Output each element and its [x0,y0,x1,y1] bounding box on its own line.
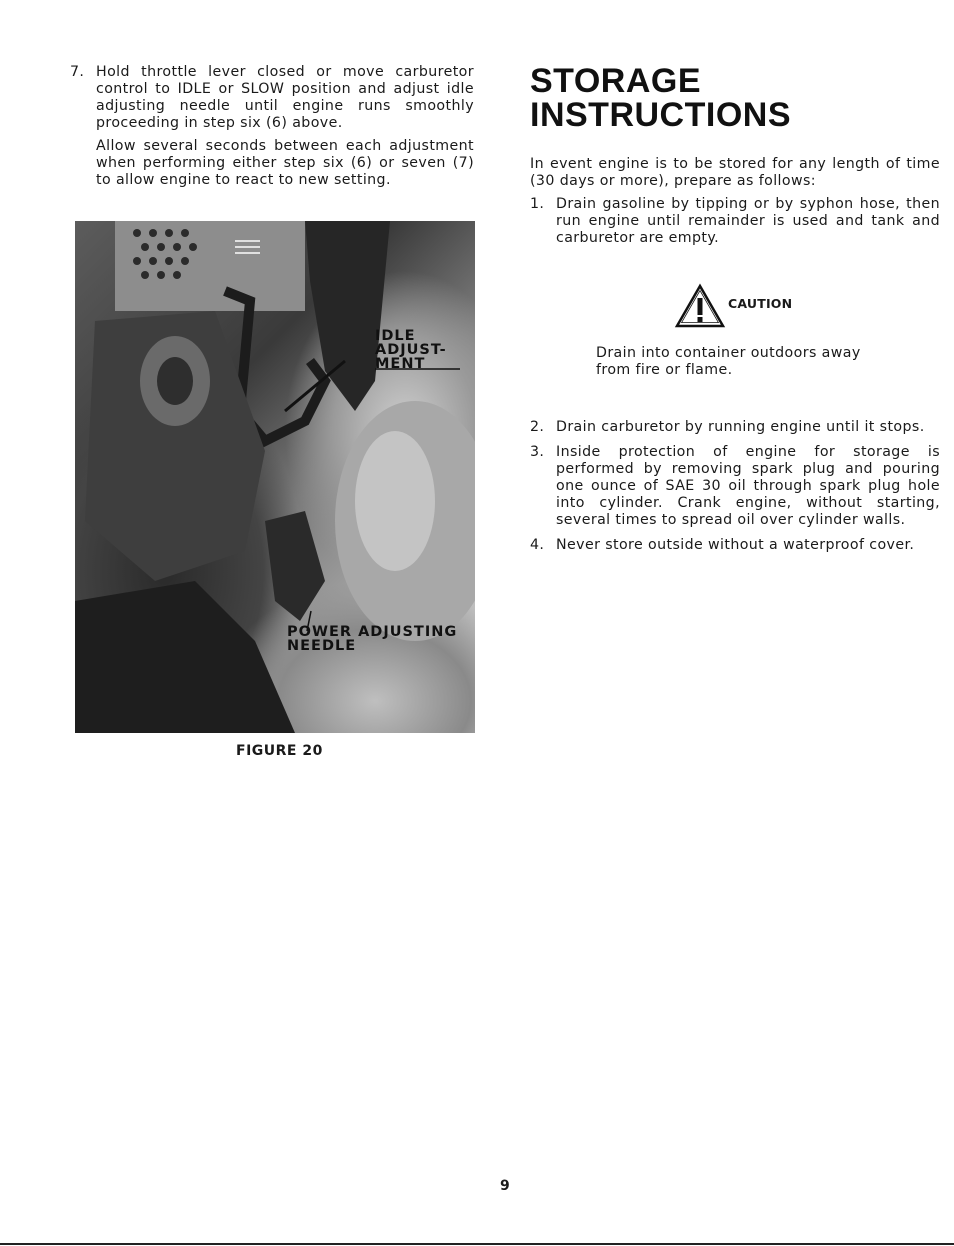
storage-intro: In event engine is to be stored for any length of time (30 days or more), prepare as follows: [530,156,940,189]
adjustment-note: Allow several seconds between each adjustment when performing either step six (6) or seven (7) to allow engine to react to new setting. [96,138,474,188]
step-text: Inside protection of engine for storage is performed by removing spark plug and pouring one ounce of SAE 30 oil through spark plug hole into cylinder. Crank engine, without starting, several times to spread oil over cylinder walls. [556,444,940,528]
idle-adjustment-label: IDLE ADJUST- MENT [375,328,447,372]
step-text: Drain gasoline by tipping or by syphon hose, then run engine until remainder is used and tank and carburetor are empty. [556,196,940,246]
step-number: 4. [530,537,545,553]
caution-block [674,283,940,329]
bottom-rule [0,1243,954,1245]
power-adjusting-needle-label: POWER ADJUSTING NEEDLE [287,624,458,654]
step-7 [70,64,474,132]
figure-20-photo [75,221,475,733]
page-number: 9 [500,1178,510,1194]
caution-label: CAUTION [728,296,793,311]
storage-step-3 [530,444,940,529]
step-7-text: Hold throttle lever closed or move carburetor control to IDLE or SLOW position and adjust idle adjusting needle until engine runs smoothly proceeding in step six (6) above. [96,64,474,131]
caution-text: Drain into container outdoors away from fire or flame. [596,345,861,378]
right-column [530,64,940,554]
step-text: Drain carburetor by running engine until it stops. [556,419,925,435]
engine-illustration [75,221,475,733]
step-number: 3. [530,444,545,460]
left-column [70,64,474,189]
step-number: 1. [530,196,545,212]
storage-step-1 [530,196,940,247]
step-7-number: 7. [70,64,85,80]
warning-triangle-icon [674,283,726,329]
figure-caption: FIGURE 20 [236,743,323,759]
storage-step-4 [530,537,940,554]
storage-step-2 [530,419,940,436]
step-text: Never store outside without a waterproof cover. [556,537,915,553]
page-title: STORAGE INSTRUCTIONS [530,62,791,134]
step-number: 2. [530,419,545,435]
